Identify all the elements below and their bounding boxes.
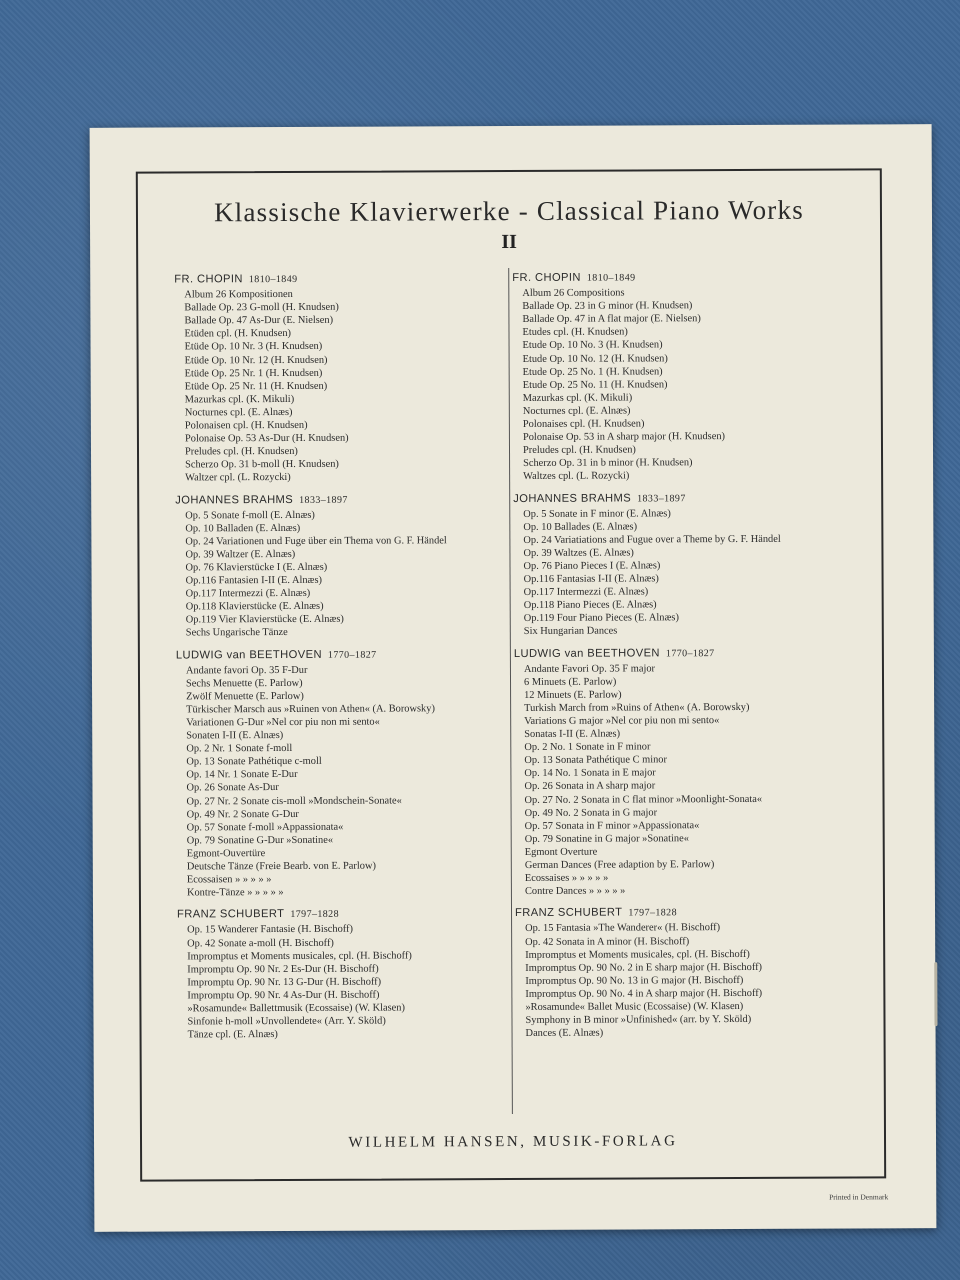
german-column [174, 272, 507, 1051]
work-entry: Variations G major »Nel cor piu non mi sento« [524, 715, 720, 727]
work-entry: Op. 39 Waltzes (E. Alnæs) [523, 547, 634, 559]
composer-dates: 1833–1897 [299, 494, 348, 506]
work-entry: Six Hungarian Dances [523, 625, 618, 638]
work-entry: Op. 42 Sonata in A minor (H. Bischoff) [525, 935, 690, 948]
work-entry: Op. 57 Sonata in F minor »Appassionata« [524, 819, 700, 832]
work-entry: Op. 10 Ballades (E. Alnæs) [523, 521, 638, 533]
work-entry: Polonaisen cpl. (H. Knudsen) [184, 419, 308, 432]
works-list [522, 286, 843, 484]
work-entry: Etüde Op. 25 Nr. 11 (H. Knudsen) [184, 380, 328, 393]
work-entry: Tänze cpl. (E. Alnæs) [187, 1029, 278, 1041]
work-entry: Sonaten I-II (E. Alnæs) [186, 730, 284, 742]
work-entry: Andante Favori Op. 35 F major [523, 663, 656, 675]
work-entry: Op.119 Vier Klavierstücke (E. Alnæs) [185, 614, 344, 626]
page-border [136, 168, 886, 1181]
work-entry: Op. 26 Sonata in A sharp major [524, 780, 656, 793]
work-entry: Andante favori Op. 35 F-Dur [185, 664, 308, 677]
composer-dates: 1770–1827 [327, 649, 377, 661]
work-entry: Nocturnes cpl. (E. Alnæs) [184, 406, 293, 419]
work-entry: Deutsche Tänze (Freie Bearb. von E. Parlow) [186, 860, 376, 873]
work-entry: Op.116 Fantasien I-II (E. Alnæs) [185, 574, 323, 587]
work-entry: Op. 76 Piano Pieces I (E. Alnæs) [523, 560, 661, 572]
work-entry: Ballade Op. 47 in A flat major (E. Nielsen) [522, 313, 701, 326]
work-entry: Op. 79 Sonatine in G major »Sonatine« [524, 833, 689, 845]
work-entry: 6 Minuets (E. Parlow) [523, 676, 617, 688]
works-list [525, 921, 846, 1040]
work-entry: Op. 42 Sonate a-moll (H. Bischoff) [187, 937, 334, 949]
composer-name: FR. CHOPIN [174, 273, 243, 286]
work-entry: Polonaise Op. 53 As-Dur (H. Knudsen) [184, 432, 349, 445]
work-entry: Op. 57 Sonate f-moll »Appassionata« [186, 821, 344, 834]
works-list [187, 922, 508, 1041]
work-entry: Op.118 Piano Pieces (E. Alnæs) [523, 599, 657, 612]
work-entry: Op. 14 Nr. 1 Sonate E-Dur [186, 769, 298, 781]
composer-section [512, 271, 843, 484]
composer-section [177, 907, 508, 1041]
work-entry: Op.117 Intermezzi (E. Alnæs) [185, 588, 311, 600]
work-entry: Op. 49 Nr. 2 Sonate G-Dur [186, 808, 299, 821]
composer-section [514, 646, 845, 898]
work-entry: Op. 26 Sonate As-Dur [186, 782, 279, 794]
work-entry: Etudes cpl. (H. Knudsen) [522, 326, 628, 339]
work-entry: Ballade Op. 47 As-Dur (E. Nielsen) [184, 315, 334, 327]
composer-heading [512, 271, 842, 286]
composer-heading [176, 648, 506, 663]
work-entry: Op. 49 No. 2 Sonata in G major [524, 807, 658, 819]
work-entry: Symphony in B minor »Unfinished« (arr. by Y. Sköld) [525, 1014, 752, 1027]
work-entry: Op. 14 No. 1 Sonata in E major [524, 767, 656, 780]
catalog-page [90, 124, 937, 1232]
work-entry: Egmont Overture [524, 846, 598, 858]
composer-heading [177, 907, 507, 922]
work-entry: 12 Minuets (E. Parlow) [524, 689, 622, 701]
composer-dates: 1797–1828 [628, 907, 678, 919]
work-entry: Ecossaisen » » » » » [186, 874, 272, 886]
composer-dates: 1833–1897 [637, 492, 686, 504]
work-entry: Mazurkas cpl. (K. Mikuli) [184, 393, 295, 406]
work-entry: Op. 24 Variatiations and Fugue over a Theme by G. F. Händel [523, 533, 781, 546]
work-entry: Op. 2 Nr. 1 Sonate f-moll [186, 743, 293, 755]
composer-heading [175, 493, 505, 508]
staple-mark [934, 962, 937, 1026]
work-entry: Album 26 Kompositionen [184, 289, 293, 301]
work-entry: Op. 10 Balladen (E. Alnæs) [185, 522, 301, 535]
work-entry: Etüde Op. 10 Nr. 12 (H. Knudsen) [184, 354, 328, 366]
work-entry: Op. 27 No. 2 Sonata in C flat minor »Moonlight-Sonata« [524, 793, 763, 806]
work-entry: Zwölf Menuette (E. Parlow) [186, 690, 304, 703]
volume-number: II [501, 230, 517, 254]
work-entry: Op. 5 Sonate f-moll (E. Alnæs) [185, 509, 315, 522]
work-entry: Etüde Op. 25 Nr. 1 (H. Knudsen) [184, 367, 323, 380]
work-entry: Etude Op. 10 No. 12 (H. Knudsen) [522, 352, 668, 365]
composer-section [515, 906, 846, 1040]
work-entry: Op. 2 No. 1 Sonate in F minor [524, 741, 651, 754]
composer-dates: 1797–1828 [290, 909, 340, 921]
work-entry: Op.118 Klavierstücke (E. Alnæs) [185, 601, 324, 613]
work-entry: Etüde Op. 10 Nr. 3 (H. Knudsen) [184, 341, 323, 353]
work-entry: Impromptu Op. 90 Nr. 2 Es-Dur (H. Bischoff) [187, 963, 379, 976]
page-title: Klassische Klavierwerke - Classical Piano Works [213, 194, 804, 228]
work-entry: Op. 27 Nr. 2 Sonate cis-moll »Mondschein-Sonate« [186, 795, 402, 807]
composer-heading [174, 272, 504, 287]
composer-dates: 1810–1849 [248, 273, 298, 286]
work-entry: Op.119 Four Piano Pieces (E. Alnæs) [523, 612, 679, 625]
work-entry: Etude Op. 10 No. 3 (H. Knudsen) [522, 339, 663, 352]
composer-name: LUDWIG van BEETHOVEN [513, 646, 660, 660]
work-entry: Op.116 Fantasias I-II (E. Alnæs) [523, 573, 659, 586]
work-entry: Op. 76 Klavierstücke I (E. Alnæs) [185, 561, 328, 574]
work-entry: Kontre-Tänze » » » » » [186, 887, 284, 899]
composer-name: FR. CHOPIN [512, 271, 581, 284]
publisher-name: WILHELM HANSEN, MUSIK-FORLAG [348, 1133, 678, 1151]
work-entry: Etude Op. 25 No. 1 (H. Knudsen) [522, 366, 663, 378]
composer-heading [515, 906, 845, 921]
work-entry: Preludes cpl. (H. Knudsen) [184, 446, 298, 458]
work-entry: Impromptus Op. 90 No. 4 in A sharp major (H. Bischoff) [525, 987, 763, 1000]
work-entry: Ballade Op. 23 in G minor (H. Knudsen) [522, 300, 693, 313]
work-entry: Scherzo Op. 31 b-moll (H. Knudsen) [185, 459, 339, 471]
work-entry: Contre Dances » » » » » [524, 885, 626, 898]
work-entry: »Rosamunde« Ballettmusik (Ecossaise) (W. Klasen) [187, 1002, 405, 1015]
work-entry: Scherzo Op. 31 in b minor (H. Knudsen) [523, 457, 693, 470]
composer-section [513, 491, 844, 638]
work-entry: Op.117 Intermezzi (E. Alnæs) [523, 586, 649, 599]
work-entry: Impromptus Op. 90 No. 13 in G major (H. Bischoff) [525, 974, 744, 987]
work-entry: Ballade Op. 23 G-moll (H. Knudsen) [184, 301, 339, 314]
composer-dates: 1810–1849 [586, 272, 636, 284]
work-entry: Sechs Menuette (E. Parlow) [185, 677, 303, 690]
work-entry: Op. 15 Wanderer Fantasie (H. Bischoff) [187, 924, 353, 936]
composer-name: FRANZ SCHUBERT [177, 908, 285, 921]
work-entry: Op. 79 Sonatine G-Dur »Sonatine« [186, 834, 334, 847]
works-list [186, 663, 507, 900]
composer-name: FRANZ SCHUBERT [515, 906, 623, 920]
work-entry: Preludes cpl. (H. Knudsen) [522, 444, 636, 457]
work-entry: Sinfonie h-moll »Unvollendete« (Arr. Y. Sköld) [187, 1015, 386, 1028]
composer-section [175, 493, 506, 640]
works-list [523, 506, 844, 638]
composer-name: LUDWIG van BEETHOVEN [175, 648, 322, 662]
work-entry: Egmont-Ouvertüre [186, 848, 266, 860]
printed-in-note: Printed in Denmark [829, 1192, 889, 1202]
work-entry: Impromptus Op. 90 No. 2 in E sharp major (H. Bischoff) [525, 961, 763, 974]
work-entry: Impromptu Op. 90 Nr. 13 G-Dur (H. Bischoff) [187, 976, 382, 989]
composer-name: JOHANNES BRAHMS [175, 493, 294, 506]
work-entry: Waltzer cpl. (L. Rozycki) [185, 472, 291, 484]
work-entry: Sonatas I-II (E. Alnæs) [524, 728, 621, 741]
work-entry: Variationen G-Dur »Nel cor piu non mi sento« [186, 716, 380, 729]
work-entry: Etüden cpl. (H. Knudsen) [184, 328, 292, 340]
work-entry: Waltzes cpl. (L. Rozycki) [523, 470, 630, 483]
work-entry: Op. 5 Sonate in F minor (E. Alnæs) [523, 507, 671, 520]
work-entry: Mazurkas cpl. (K. Mikuli) [522, 392, 633, 404]
work-entry: German Dances (Free adaption by E. Parlow) [524, 859, 715, 871]
work-entry: Etude Op. 25 No. 11 (H. Knudsen) [522, 379, 668, 391]
work-entry: Polonaises cpl. (H. Knudsen) [522, 418, 645, 430]
works-list [184, 287, 505, 485]
composer-name: JOHANNES BRAHMS [513, 491, 632, 505]
work-entry: Op. 24 Variationen und Fuge über ein Thema von G. F. Händel [185, 535, 447, 548]
composer-section [176, 648, 507, 900]
composer-dates: 1770–1827 [665, 647, 715, 659]
works-list [185, 508, 506, 640]
work-entry: Türkischer Marsch aus »Ruinen von Athen« (A. Borowsky) [186, 703, 435, 716]
works-list [524, 661, 845, 898]
work-entry: Dances (E. Alnæs) [525, 1027, 604, 1040]
english-column [512, 271, 845, 1050]
composer-heading [514, 646, 844, 661]
work-entry: Op. 13 Sonate Pathétique c-moll [186, 756, 322, 768]
work-entry: Polonaise Op. 53 in A sharp major (H. Knudsen) [522, 431, 726, 444]
work-entry: Ecossaises » » » » » [524, 872, 609, 885]
work-entry: Impromptu Op. 90 Nr. 4 As-Dur (H. Bischoff) [187, 989, 380, 1002]
work-entry: Op. 39 Waltzer (E. Alnæs) [185, 548, 296, 561]
composer-section [174, 272, 505, 485]
work-entry: Impromptus et Moments musicales, cpl. (H. Bischoff) [187, 950, 412, 963]
work-entry: Turkish March from »Ruins of Athen« (A. Borowsky) [524, 701, 750, 714]
work-entry: Op. 15 Fantasia »The Wanderer« (H. Bischoff) [525, 922, 721, 935]
work-entry: Impromptus et Moments musicales, cpl. (H. Bischoff) [525, 948, 750, 961]
work-entry: Album 26 Compositions [522, 287, 625, 300]
work-entry: Nocturnes cpl. (E. Alnæs) [522, 405, 631, 417]
work-entry: »Rosamunde« Ballet Music (Ecossaise) (W. Klasen) [525, 1000, 744, 1013]
composer-heading [513, 491, 843, 506]
work-entry: Op. 13 Sonata Pathétique C minor [524, 754, 667, 767]
work-entry: Sechs Ungarische Tänze [185, 627, 288, 639]
